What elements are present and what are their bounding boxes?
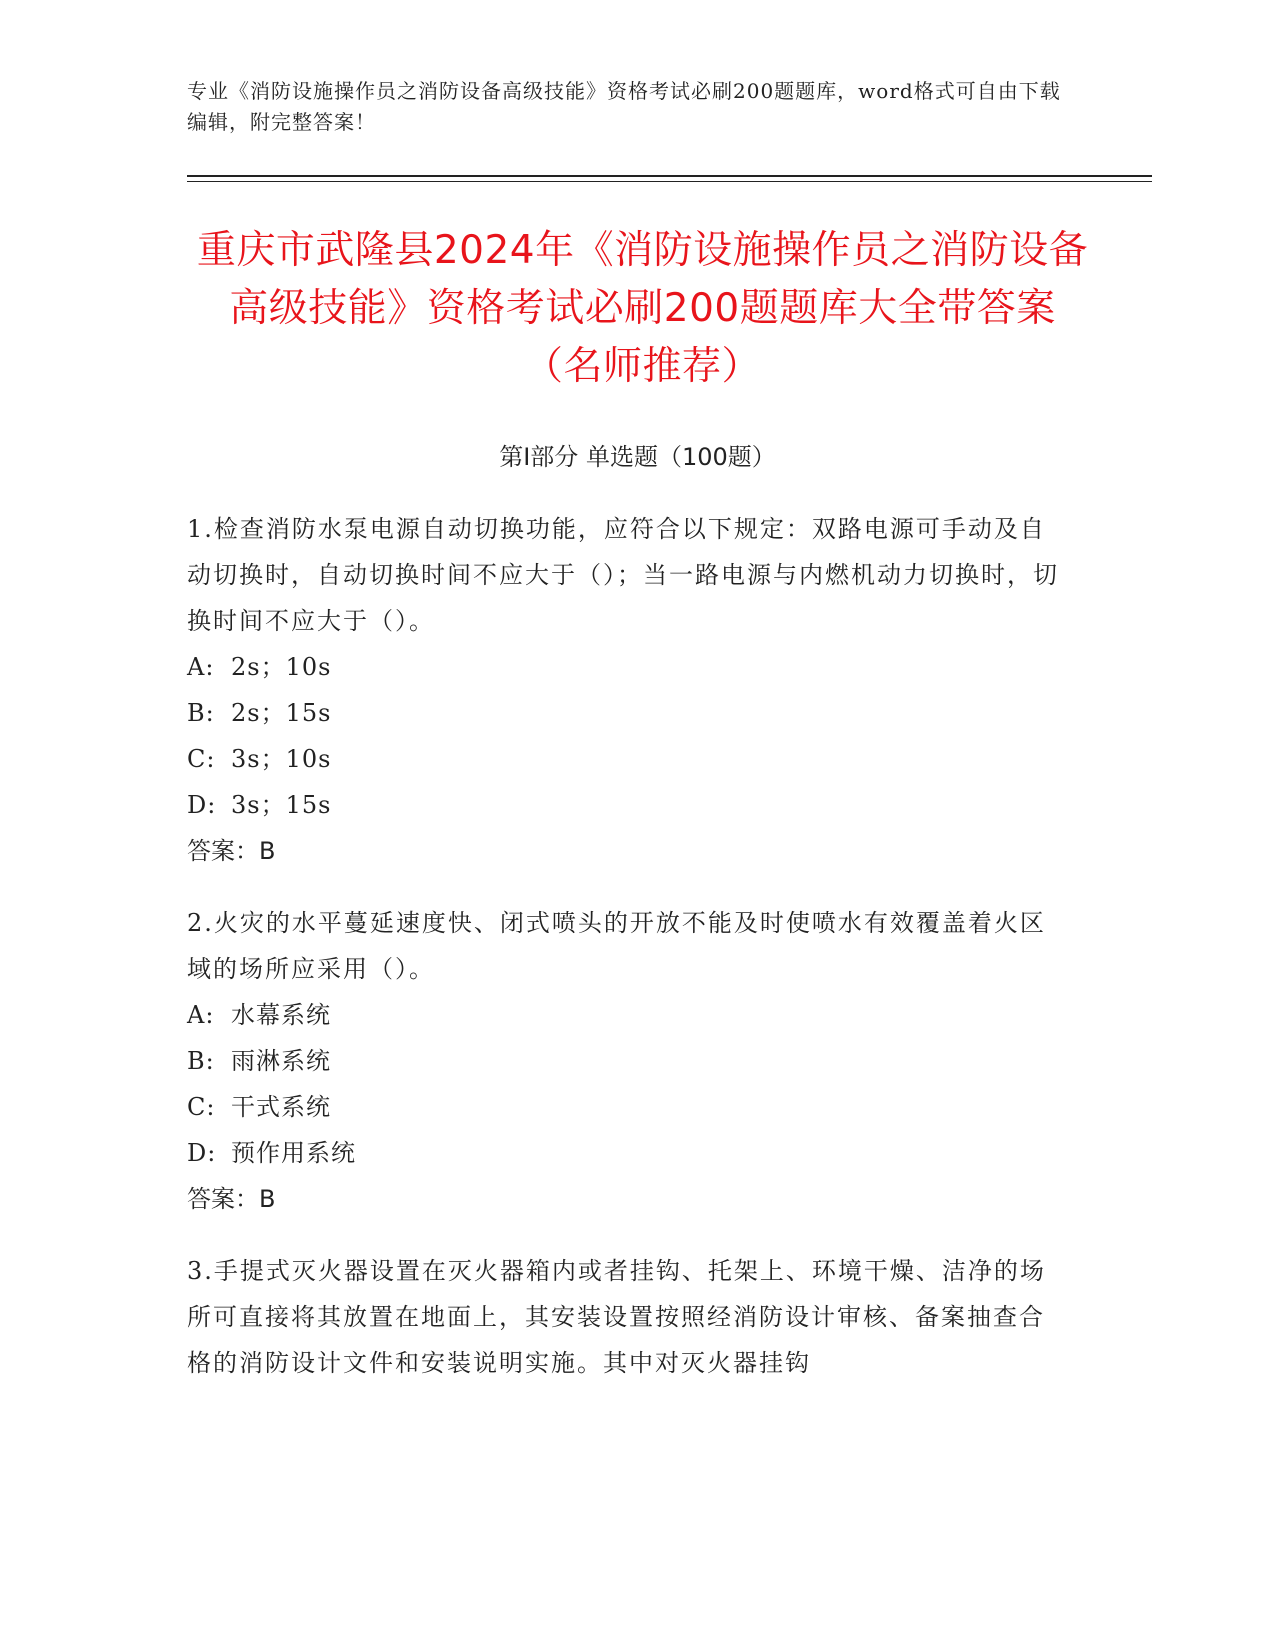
question-stem: 1.检查消防水泵电源自动切换功能，应符合以下规定：双路电源可手动及自动切换时，自动切换时间不应大于（）；当一路电源与内燃机动力切换时，切换时间不应大于（）。 (187, 515, 1059, 635)
header-divider-thin (187, 181, 1152, 182)
option-letter: C: (187, 745, 216, 773)
option-letter: B: (187, 1047, 215, 1075)
option-letter: A: (187, 653, 215, 681)
option-letter: A: (187, 1001, 215, 1029)
option-text: 水幕系统 (231, 1001, 331, 1029)
option-c (187, 736, 1067, 782)
option-letter: D: (187, 1139, 217, 1167)
header-divider (187, 175, 1152, 177)
question-stem: 3.手提式灭火器设置在灭火器箱内或者挂钩、托架上、环境干燥、洁净的场所可直接将其放置在地面上，其安装设置按照经消防设计审核、备案抽查合格的消防设计文件和安装说明实施。其中对灭火器挂钩 (187, 1257, 1046, 1377)
document-title: 重庆市武隆县2024年《消防设施操作员之消防设备高级技能》资格考试必刷200题题库大全带答案（名师推荐） (196, 228, 1089, 389)
option-text: 预作用系统 (231, 1139, 356, 1167)
option-letter: B: (187, 699, 215, 727)
option-a (187, 992, 1067, 1038)
option-d (187, 782, 1067, 828)
option-a (187, 644, 1067, 690)
option-letter: D: (187, 791, 217, 819)
option-text: 2s；10s (231, 653, 332, 681)
question-3 (187, 1248, 1067, 1386)
option-text: 干式系统 (231, 1093, 331, 1121)
option-text: 雨淋系统 (231, 1047, 331, 1075)
option-b (187, 690, 1067, 736)
option-c (187, 1084, 1067, 1130)
answer: 答案：B (187, 1185, 276, 1213)
header-note: 专业《消防设施操作员之消防设备高级技能》资格考试必刷200题题库，word格式可自由下载编辑，附完整答案！ (187, 79, 1061, 134)
option-text: 3s；15s (231, 791, 332, 819)
option-text: 3s；10s (231, 745, 332, 773)
question-1 (187, 506, 1067, 874)
section-title: 第Ⅰ部分 单选题（100题） (499, 443, 776, 471)
option-letter: C: (187, 1093, 216, 1121)
option-d (187, 1130, 1067, 1176)
question-stem: 2.火灾的水平蔓延速度快、闭式喷头的开放不能及时使喷水有效覆盖着火区域的场所应采用（）。 (187, 909, 1046, 983)
answer: 答案：B (187, 837, 276, 865)
question-2 (187, 900, 1067, 1222)
option-text: 2s；15s (231, 699, 332, 727)
option-b (187, 1038, 1067, 1084)
